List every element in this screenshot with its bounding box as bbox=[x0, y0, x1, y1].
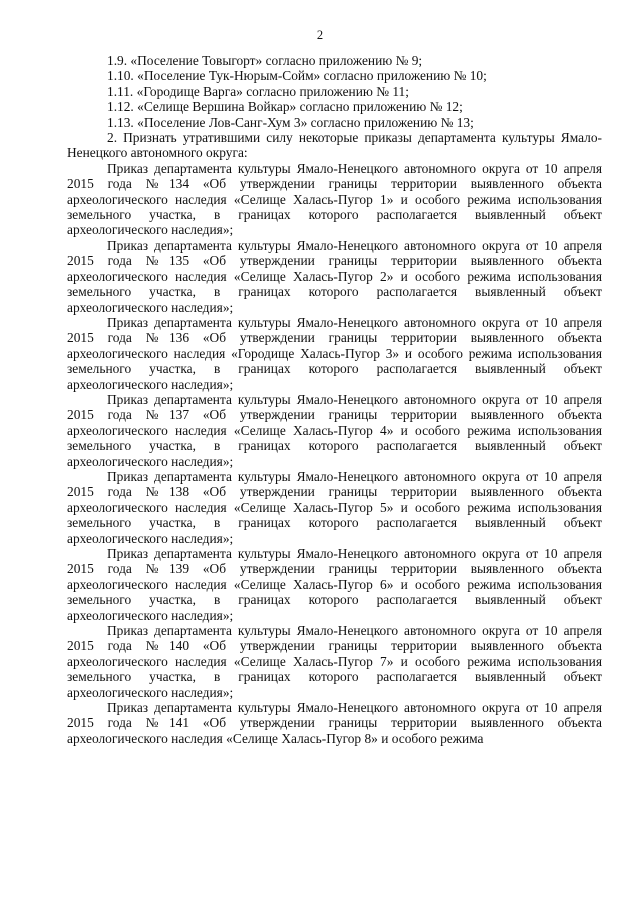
list-item-1-13: 1.13. «Поселение Лов-Санг-Хум 3» согласно приложению № 13; bbox=[107, 114, 474, 130]
list-item-1-9: 1.9. «Поселение Товыгорт» согласно приложению № 9; bbox=[107, 53, 423, 68]
order-137: Приказ департамента культуры Ямало-Ненецкого автономного округа от 10 апреля 2015 года №137 «Об утверждении границы территории выявленного объекта археологического наследия «Селище Халась-Пугор 4» и особого режима использования земельного участка, в границах которого располагается выявленный объект археологического наследия»; bbox=[67, 391, 602, 469]
list-item-1-10: 1.10. «Поселение Тук-Нюрым-Сойм» согласно приложению № 10; bbox=[107, 68, 487, 84]
page-number: 2 bbox=[316, 28, 324, 42]
order-135: Приказ департамента культуры Ямало-Ненецкого автономного округа от 10 апреля 2015 года №135 «Об утверждении границы территории выявленного объекта археологического наследия «Селище Халась-Пугор 2» и особого режима использования земельного участка, в границах которого располагается выявленный объект археологического наследия»; bbox=[67, 237, 602, 315]
order-141: Приказ департамента культуры Ямало-Ненецкого автономного округа от 10 апреля 2015 года №141 «Об утверждении границы территории выявленного объекта археологического наследия «Селище Халась-Пугор 8» и особого режима bbox=[67, 700, 602, 746]
order-138: Приказ департамента культуры Ямало-Ненецкого автономного округа от 10 апреля 2015 года №138 «Об утверждении границы территории выявленного объекта археологического наследия «Селище Халась-Пугор 5» и особого режима использования земельного участка, в границах которого располагается выявленный объект археологического наследия»; bbox=[67, 468, 602, 546]
list-item-1-12: 1.12. «Селище Вершина Войкар» согласно приложению № 12; bbox=[107, 99, 463, 115]
document-body bbox=[67, 53, 602, 746]
order-136: Приказ департамента культуры Ямало-Ненецкого автономного округа от 10 апреля 2015 года №136 «Об утверждении границы территории выявленного объекта археологического наследия «Городище Халась-Пугор 3» и особого режима использования земельного участка, в границах которого располагается выявленный объект археологического наследия»; bbox=[67, 314, 602, 392]
list-item-1-11: 1.11. «Городище Варга» согласно приложению № 11; bbox=[107, 83, 409, 99]
clause-2: 2. Признать утратившими силу некоторые приказы департамента культуры Ямало-Ненецкого автономного округа: bbox=[67, 130, 602, 161]
order-139: Приказ департамента культуры Ямало-Ненецкого автономного округа от 10 апреля 2015 года №139 «Об утверждении границы территории выявленного объекта археологического наследия «Селище Халась-Пугор 6» и особого режима использования земельного участка, в границах которого располагается выявленный объект археологического наследия»; bbox=[67, 546, 602, 623]
order-140: Приказ департамента культуры Ямало-Ненецкого автономного округа от 10 апреля 2015 года №140 «Об утверждении границы территории выявленного объекта археологического наследия «Селище Халась-Пугор 7» и особого режима использования земельного участка, в границах которого располагается выявленный объект археологического наследия»; bbox=[67, 623, 602, 700]
order-134: Приказ департамента культуры Ямало-Ненецкого автономного округа от 10 апреля 2015 года №134 «Об утверждении границы территории выявленного объекта археологического наследия «Селище Халась-Пугор 1» и особого режима использования земельного участка, в границах которого располагается выявленный объект археологического наследия»; bbox=[67, 160, 602, 238]
